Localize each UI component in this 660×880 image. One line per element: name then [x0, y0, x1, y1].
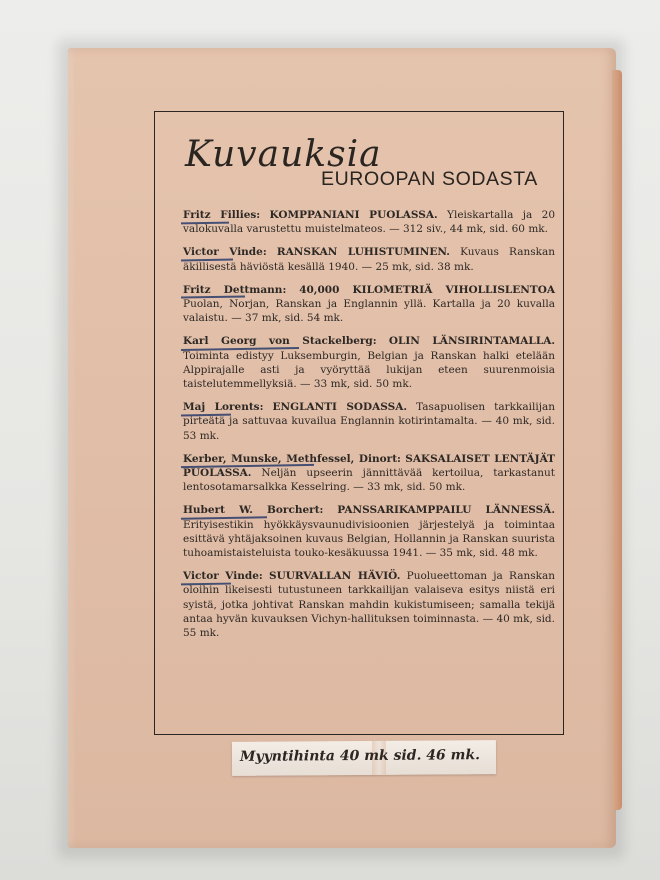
cover-title-script: Kuvauksia: [185, 134, 382, 175]
price-sticker: [232, 740, 496, 776]
book-entry: [183, 503, 555, 560]
entry-author: Victor Vinde:: [183, 246, 267, 259]
entry-text: Tasapuolisen tarkkailijan pirteätä ja sattuvaa kuvailua Englannin kotirintamalta. — 40 mk, sid. 53 mk.: [183, 401, 555, 442]
price-text: Myyntihinta 40 mk sid. 46 mk.: [239, 747, 481, 765]
entry-text: Puolueettoman ja Ranskan oloihin likeisesti tutustuneen tarkkailijan valaiseva esitys niistä eri syistä, jotka johtivat Ranskan mahdin kukistumiseen; samalla tekijä antaa hyvän kuvauksen Vichyn-hallituksen toiminnasta. — 40 mk, sid. 55 mk.: [183, 570, 555, 640]
book-entry: [183, 569, 555, 640]
book-entry: [183, 208, 555, 236]
entry-text: Kuvaus Ranskan äkillisestä häviöstä kesällä 1940. — 25 mk, sid. 38 mk.: [183, 246, 555, 273]
book-entry: [183, 400, 555, 443]
entry-author: Karl Georg von Stackelberg:: [183, 335, 377, 348]
cover-title-main: EUROOPAN SODASTA: [321, 168, 538, 190]
entry-author: Victor Vinde:: [183, 570, 263, 583]
entry-text: Erityisestikin hyökkäysvaunudivisioonien järjestelyä ja toimintaa esittävä yhtäjaksoinen kuvaus Belgian, Hollannin ja Ranskan suurista tuhoamistaisteluista touko-kesäkuussa 1941. — 35 mk, sid. 48 mk.: [183, 518, 555, 560]
entry-author: Kerber, Munske, Methfessel, Dinort:: [183, 452, 401, 465]
entry-text: Toiminta edistyy Luksemburgin, Belgian ja Ranskan halki etelään Alppirajalle asti ja vyöryttää lukijan eteen suurenmoisia taistelutemmellyksiä. — 33 mk, sid. 50 mk.: [183, 349, 555, 391]
entry-text: Puolan, Norjan, Ranskan ja Englannin yllä. Kartalla ja 20 kuvalla valaistu. — 37 mk, sid. 54 mk.: [183, 298, 555, 325]
entry-title: SUURVALLAN HÄVIÖ.: [269, 570, 401, 583]
entry-text: Neljän upseerin jännittävää kertoilua, tarkastanut lentosotamarsalkka Kesselring. — 33 mk, sid. 50 mk.: [183, 467, 556, 494]
book-entry: [183, 245, 555, 273]
entry-author: Fritz Fillies:: [183, 209, 261, 221]
entry-title: RANSKAN LUHISTUMINEN.: [276, 246, 450, 259]
entry-author: Hubert W. Borchert:: [183, 504, 324, 517]
ad-frame: [154, 111, 564, 735]
entry-title: SAKSALAISET LENTÄJÄT PUOLASSA.: [183, 452, 555, 480]
book-spine-edge: [612, 70, 622, 810]
book-entry: [183, 334, 555, 391]
book-entry: [183, 283, 555, 326]
entry-text: Yleiskartalla ja 20 valokuvalla varustettu muistelmateos. — 312 siv., 44 mk, sid. 60 mk.: [183, 209, 555, 236]
book-entry: [183, 452, 555, 495]
entry-title: KOMPPANIANI PUOLASSA.: [269, 209, 438, 221]
entry-author: Fritz Dettmann:: [183, 283, 287, 296]
entry-title: 40,000 KILOMETRIÄ VIHOLLISLENTOA: [299, 283, 555, 296]
entry-title: PANSSARIKAMPPAILU LÄNNESSÄ.: [337, 504, 555, 517]
book-list: [183, 208, 555, 649]
entry-title: ENGLANTI SODASSA.: [272, 401, 408, 414]
entry-title: OLIN LÄNSIRINTAMALLA.: [388, 335, 556, 348]
entry-author: Maj Lorents:: [183, 401, 264, 414]
